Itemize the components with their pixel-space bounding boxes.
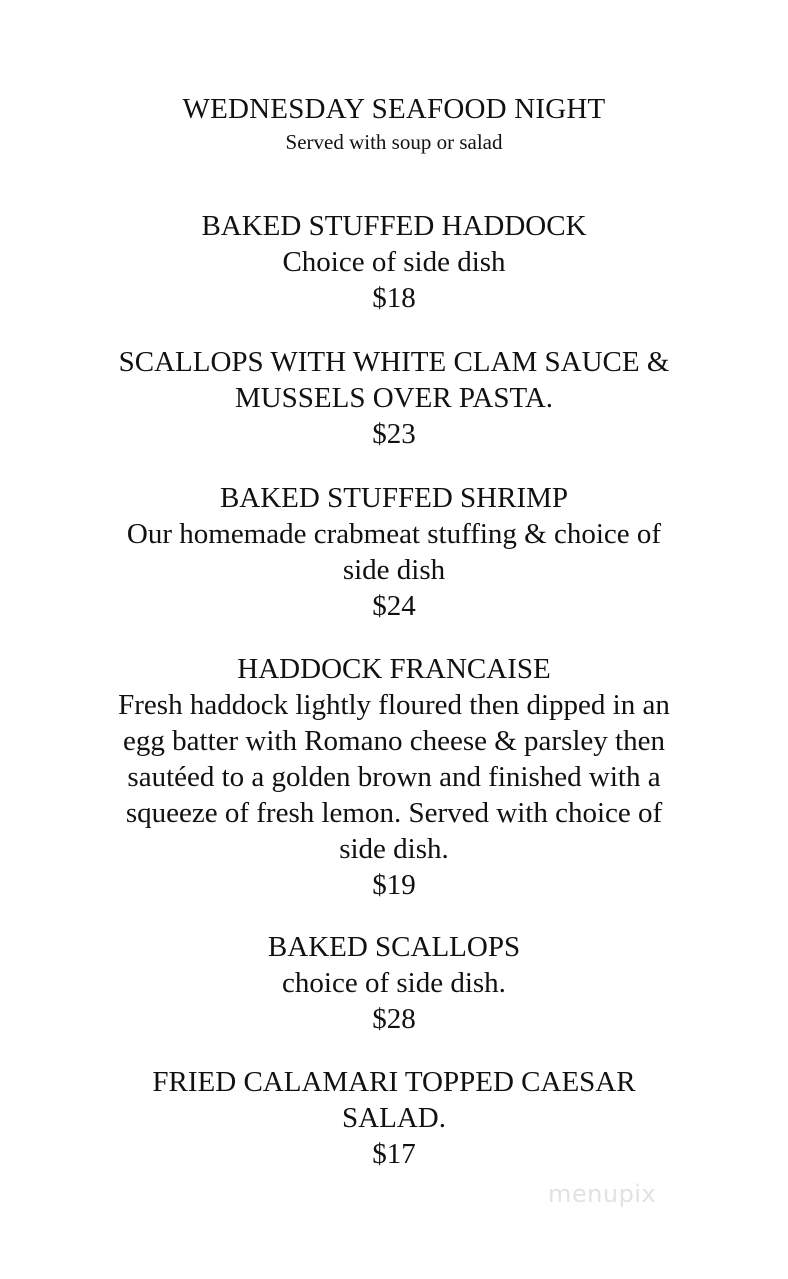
item-name: HADDOCK FRANCAISE (237, 653, 551, 685)
item-price: $24 (372, 590, 416, 622)
item-description: side dish (342, 554, 446, 586)
item-description: Choice of side dish (282, 246, 506, 278)
item-price: $18 (372, 282, 416, 314)
item-name: MUSSELS OVER PASTA. (234, 382, 554, 414)
item-description: sautéed to a golden brown and finished with a (127, 761, 661, 793)
item-name: BAKED STUFFED SHRIMP (219, 482, 569, 514)
menu-item-haddock-francaise (60, 651, 728, 903)
item-price: $17 (372, 1138, 416, 1170)
item-description: Our homemade crabmeat stuffing & choice of (126, 518, 662, 550)
menupix-watermark: menupix (548, 1180, 657, 1208)
item-name: SALAD. (342, 1102, 446, 1134)
item-name: BAKED SCALLOPS (267, 931, 521, 963)
menu-item-baked-stuffed-shrimp (60, 480, 728, 624)
menu-title: WEDNESDAY SEAFOOD NIGHT (182, 93, 606, 125)
item-description: Fresh haddock lightly floured then dipped in an (118, 689, 670, 721)
item-name: FRIED CALAMARI TOPPED CAESAR (152, 1066, 636, 1098)
item-description: choice of side dish. (282, 967, 506, 999)
item-name: SCALLOPS WITH WHITE CLAM SAUCE & (118, 346, 670, 378)
item-price: $23 (372, 418, 416, 450)
item-price: $19 (372, 869, 416, 901)
item-name: BAKED STUFFED HADDOCK (201, 210, 587, 242)
menu-subtitle: Served with soup or salad (285, 130, 503, 154)
menu-item-scallops-clam-sauce (60, 344, 728, 452)
item-description: squeeze of fresh lemon. Served with choice of (125, 797, 663, 829)
menu-item-fried-calamari-caesar (60, 1064, 728, 1172)
item-description: egg batter with Romano cheese & parsley then (123, 725, 665, 757)
item-price: $28 (372, 1003, 416, 1035)
item-description: side dish. (339, 833, 449, 865)
menu-item-baked-stuffed-haddock (60, 208, 728, 316)
menu-item-baked-scallops (60, 929, 728, 1037)
